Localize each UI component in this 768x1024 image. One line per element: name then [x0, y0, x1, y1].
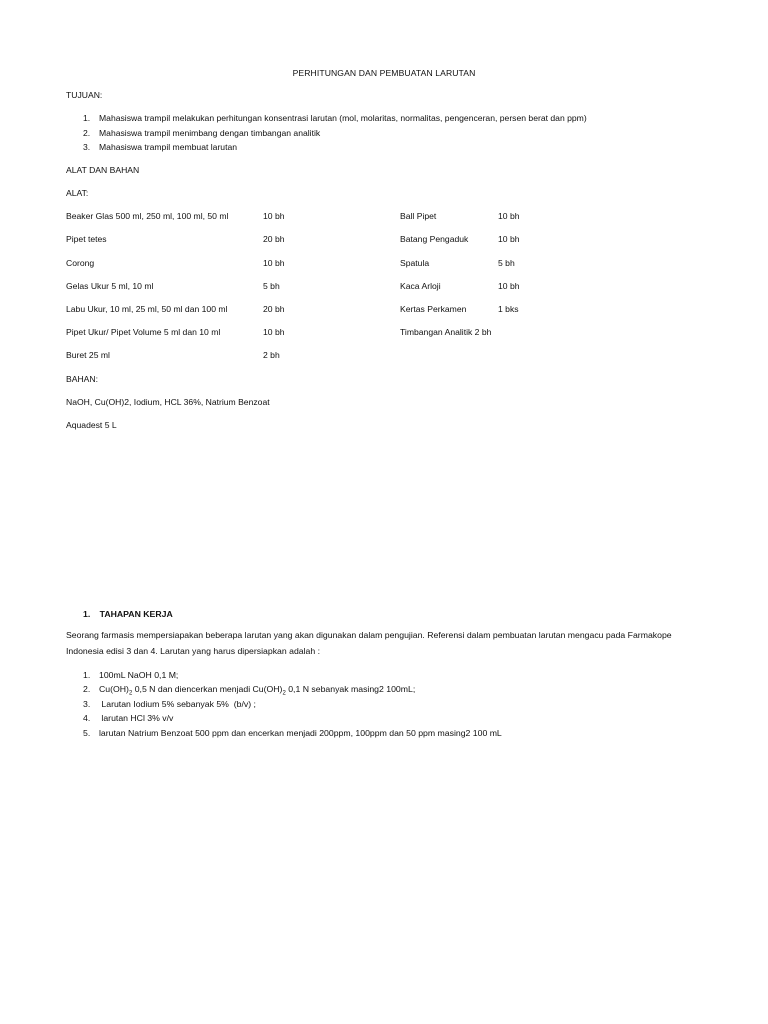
- alat-bahan-heading: ALAT DAN BAHAN: [66, 165, 140, 175]
- list-item: 3. Larutan Iodium 5% sebanyak 5% (b/v) ;: [83, 698, 256, 709]
- list-item: 1. Mahasiswa trampil melakukan perhitungan konsentrasi larutan (mol, molaritas, normalitas, pengenceran, persen berat dan ppm): [83, 113, 587, 123]
- table-row: Gelas Ukur 5 ml, 10 ml 5 bh Kaca Arloji 10 bh: [66, 281, 520, 291]
- bahan-list: NaOH, Cu(OH)2, Iodium, HCL 36%, Natrium Benzoat: [66, 397, 270, 407]
- tahapan-heading: 1. TAHAPAN KERJA: [83, 609, 173, 619]
- tujuan-label: TUJUAN:: [66, 90, 103, 100]
- alat-label: ALAT:: [66, 188, 89, 198]
- table-row: Beaker Glas 500 ml, 250 ml, 100 ml, 50 ml 10 bh Ball Pipet 10 bh: [66, 211, 520, 221]
- bahan-label: BAHAN:: [66, 374, 98, 384]
- table-row: Pipet tetes 20 bh Batang Pengaduk 10 bh: [66, 234, 520, 244]
- list-item: 1. 100mL NaOH 0,1 M;: [83, 670, 179, 680]
- bahan-aquadest: Aquadest 5 L: [66, 420, 117, 430]
- list-item: 2. Mahasiswa trampil menimbang dengan timbangan analitik: [83, 127, 321, 138]
- list-item: 4. larutan HCl 3% v/v: [83, 713, 174, 724]
- table-row: Labu Ukur, 10 ml, 25 ml, 50 ml dan 100 ml 20 bh Kertas Perkamen 1 bks: [66, 304, 519, 314]
- list-item: 3. Mahasiswa trampil membuat larutan: [83, 142, 238, 152]
- table-row: Pipet Ukur/ Pipet Volume 5 ml dan 10 ml 10 bh Timbangan Analitik 2 bh: [66, 327, 492, 337]
- table-row: Buret 25 ml 2 bh: [66, 350, 280, 360]
- table-row: Corong 10 bh Spatula 5 bh: [66, 258, 515, 268]
- tahapan-paragraph: Seorang farmasis mempersiapakan beberapa larutan yang akan digunakan dalam pengujian. Referensi dalam pembuatan larutan mengacu pada Farmakope Indonesia edisi 3 dan 4. Larutan yang harus dipersiapkan adalah :: [66, 630, 672, 656]
- list-item: 5. larutan Natrium Benzoat 500 ppm dan encerkan menjadi 200ppm, 100ppm dan 50 ppm masing2 100 mL: [83, 727, 502, 738]
- tahapan-list: [83, 668, 502, 740]
- list-item: 2. $Cu(OH)_2$ 0,5 N dan diencerkan menjadi $Cu(OH)_2$ 0,1 N sebanyak masing2 100mL;: [83, 684, 416, 698]
- tujuan-list: [83, 111, 587, 155]
- page-title: PERHITUNGAN DAN PEMBUATAN LARUTAN: [292, 68, 476, 78]
